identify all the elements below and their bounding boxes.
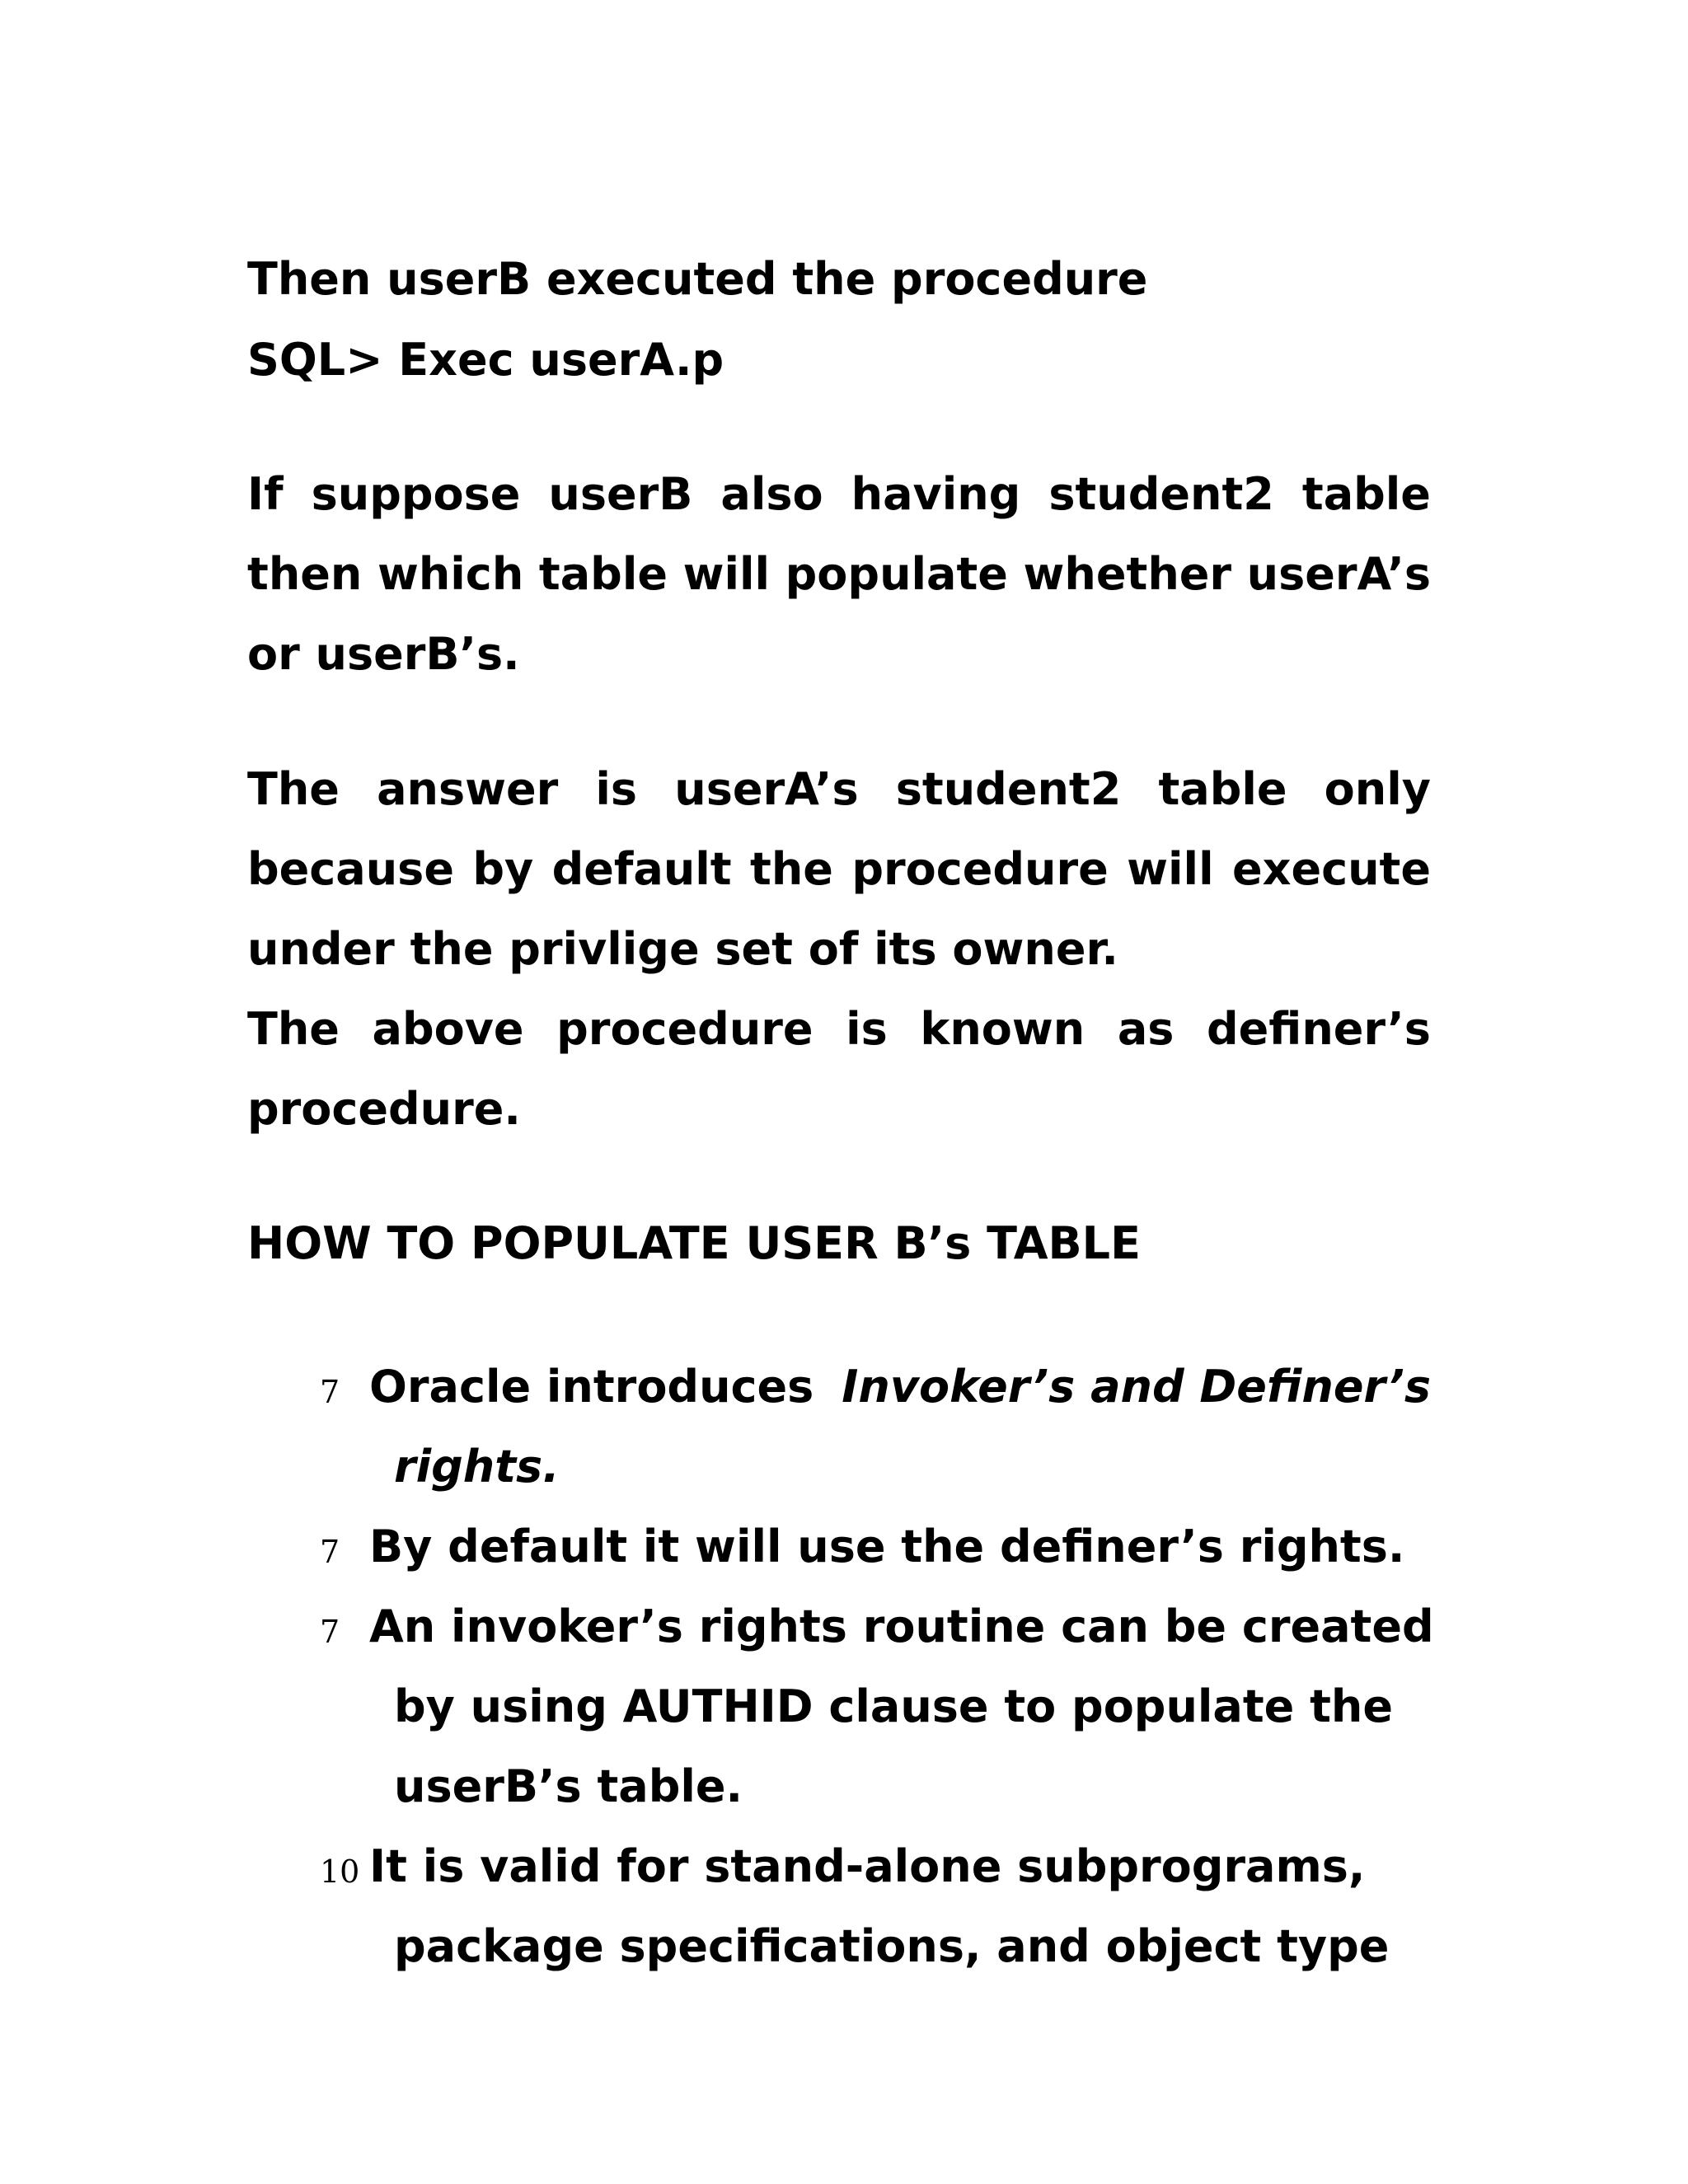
bullet-1-italic-text: Invoker’s and Definer’s [842, 1361, 1431, 1413]
word: is [595, 763, 638, 815]
word: definer’s [1207, 1003, 1431, 1055]
paragraph-1-line-2: SQL> Exec userA.p [247, 334, 724, 386]
paragraph-2-line-1 [247, 468, 1431, 521]
word: procedure [556, 1003, 814, 1055]
word: as [1117, 1003, 1175, 1055]
word: If [247, 468, 284, 520]
bullet-1-line-2: rights. [394, 1441, 560, 1493]
paragraph-1-line-1: Then userB executed the procedure [247, 253, 1148, 305]
word: which [377, 548, 524, 600]
word: by [472, 843, 534, 895]
bullet-4-line-2: package specifications, and object type [394, 1920, 1390, 1972]
word: populate [785, 548, 1008, 600]
paragraph-3-line-2 [247, 843, 1431, 896]
bullet-marker: 10 [320, 1854, 360, 1890]
word: then [247, 548, 363, 600]
paragraph-3-line-3: under the privlige set of its owner. [247, 923, 1118, 975]
word: above [372, 1003, 524, 1055]
word: whether [1023, 548, 1232, 600]
word: table [1301, 468, 1431, 520]
word: answer [377, 763, 559, 815]
word: The [247, 763, 340, 815]
word: procedure [851, 843, 1109, 895]
section-heading: HOW TO POPULATE USER B’s TABLE [247, 1217, 1141, 1269]
bullet-marker: 7 [320, 1374, 340, 1410]
word: will [682, 548, 771, 600]
word: student2 [895, 763, 1122, 815]
bullet-1-line-1 [369, 1361, 1431, 1413]
word: is [846, 1003, 888, 1055]
word: because [247, 843, 454, 895]
word: only [1324, 763, 1431, 815]
word: table [1158, 763, 1287, 815]
bullet-marker: 7 [320, 1614, 340, 1650]
word: the [750, 843, 833, 895]
paragraph-2-line-2 [247, 548, 1431, 601]
word: student2 [1048, 468, 1274, 520]
word: execute [1232, 843, 1431, 895]
paragraph-3-line-1 [247, 763, 1431, 816]
word: also [720, 468, 823, 520]
bullet-marker: 7 [320, 1534, 340, 1570]
word: userA’s [674, 763, 859, 815]
paragraph-3-line-5: procedure. [247, 1083, 521, 1135]
word: having [851, 468, 1021, 520]
bullet-3-line-1: An invoker’s rights routine can be created [369, 1601, 1434, 1652]
word: userB [548, 468, 693, 520]
word: userA’s [1246, 548, 1431, 600]
bullet-1-plain-text: Oracle introduces [369, 1361, 814, 1413]
word: table [538, 548, 668, 600]
bullet-4-line-1: It is valid for stand-alone subprograms, [369, 1840, 1366, 1892]
word: The [247, 1003, 340, 1055]
bullet-3-line-3: userB’s table. [394, 1760, 743, 1812]
paragraph-2-line-3: or userB’s. [247, 628, 520, 680]
paragraph-3-line-4 [247, 1003, 1431, 1056]
word: will [1127, 843, 1214, 895]
bullet-3-line-2: by using AUTHID clause to populate the [394, 1680, 1393, 1732]
word: default [551, 843, 732, 895]
bullet-2-line-1: By default it will use the definer’s rights. [369, 1521, 1405, 1572]
word: suppose [311, 468, 521, 520]
word: known [920, 1003, 1085, 1055]
